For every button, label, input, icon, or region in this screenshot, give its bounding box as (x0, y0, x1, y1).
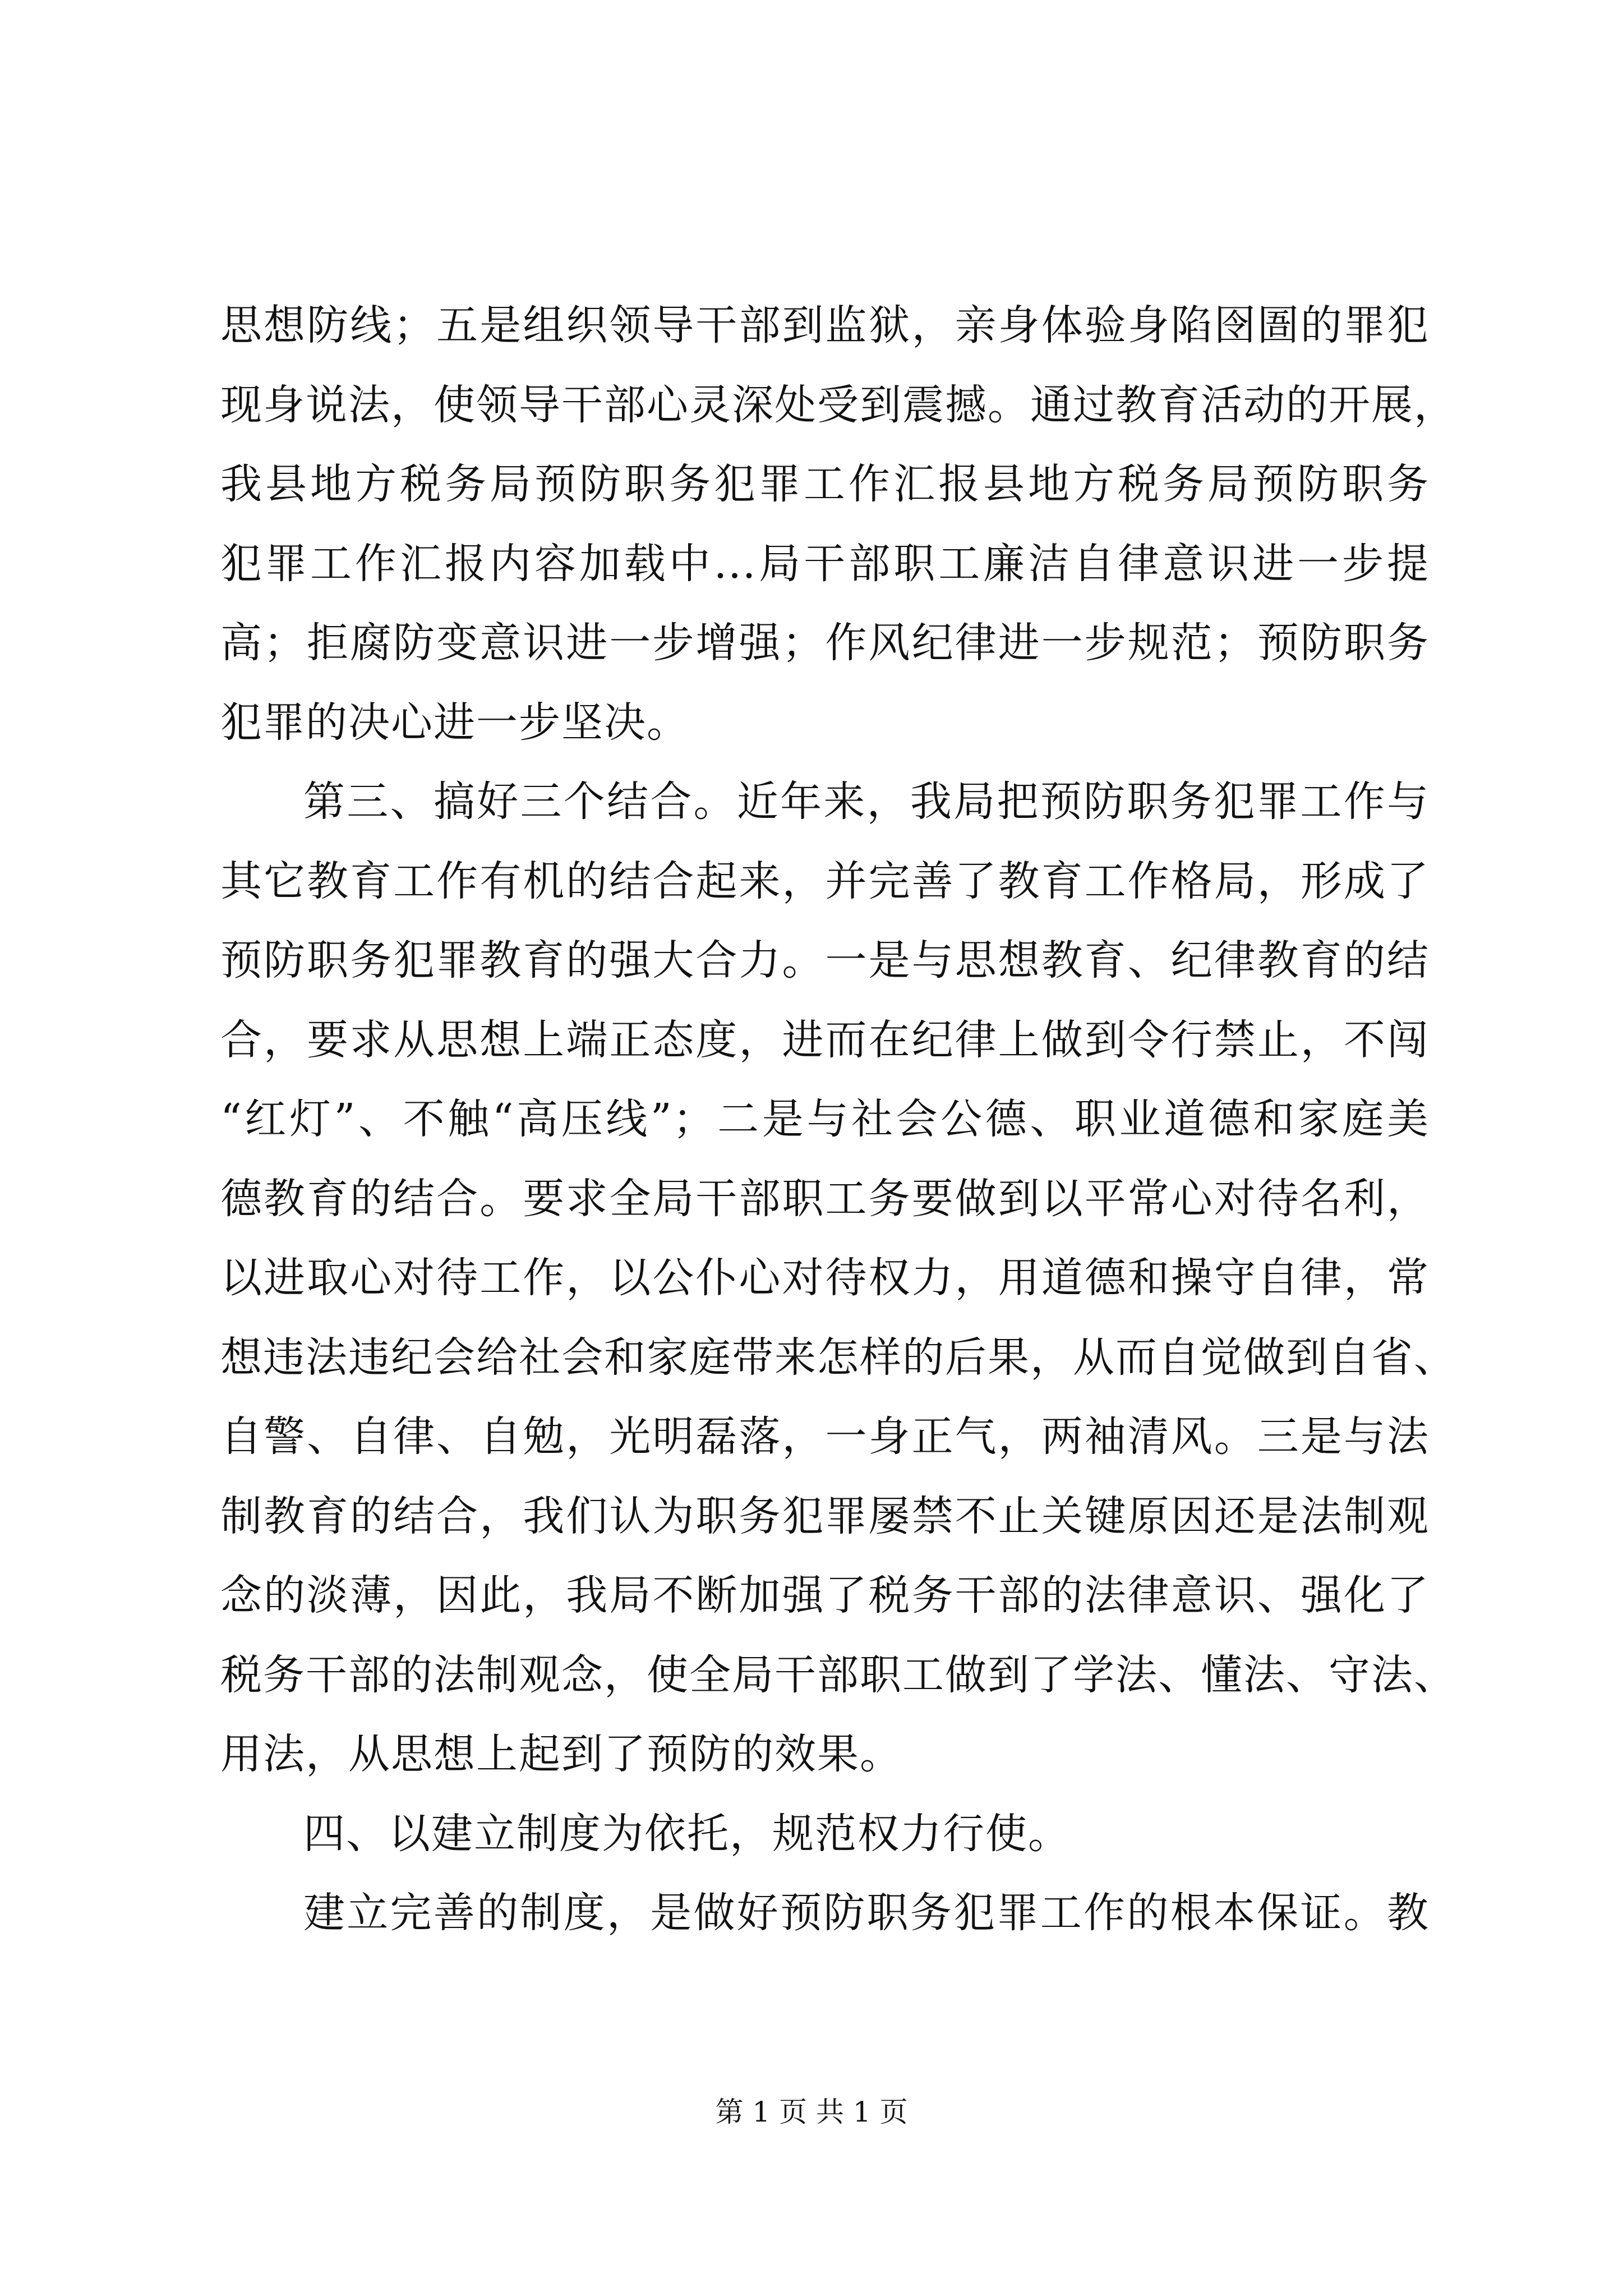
text-line: 其它教育工作有机的结合起来，并完善了教育工作格局，形成了 (220, 857, 1430, 905)
text-line: 税务干部的法制观念，使全局干部职工做到了学法、懂法、守法、 (220, 1650, 1456, 1699)
text-line: 思想防线；五是组织领导干部到监狱，亲身体验身陷囹圄的罪犯 (220, 301, 1430, 349)
text-line: 念的淡薄，因此，我局不断加强了税务干部的法律意识、强化了 (220, 1571, 1430, 1619)
text-line: 自警、自律、自勉，光明磊落，一身正气，两袖清风。三是与法 (220, 1412, 1430, 1461)
text-line: 德教育的结合。要求全局干部职工务要做到以平常心对待名利， (220, 1174, 1430, 1223)
text-line: 用法，从思想上起到了预防的效果。 (220, 1730, 902, 1778)
text-line: 合，要求从思想上端正态度，进而在纪律上做到令行禁止，不闯 (220, 1015, 1430, 1064)
text-line: 现身说法，使领导干部心灵深处受到震撼。通过教育活动的开展， (220, 380, 1456, 429)
page-number: 第 1 页 共 1 页 (715, 2096, 908, 2128)
paragraph-start-line: 第三、搞好三个结合。近年来，我局把预防职务犯罪工作与 (303, 777, 1430, 826)
text-line: 制教育的结合，我们认为职务犯罪屡禁不止关键原因还是法制观 (220, 1492, 1430, 1540)
text-line: 我县地方税务局预防职务犯罪工作汇报县地方税务局预防职务 (220, 460, 1430, 508)
document-body (220, 286, 1456, 1953)
text-line: 预防职务犯罪教育的强大合力。一是与思想教育、纪律教育的结 (220, 936, 1430, 984)
text-line: 犯罪工作汇报内容加载中...局干部职工廉洁自律意识进一步提 (220, 539, 1430, 588)
paragraph-start-line: 建立完善的制度，是做好预防职务犯罪工作的根本保证。教 (303, 1889, 1430, 1937)
page-footer (0, 2092, 1623, 2132)
section-heading: 四、以建立制度为依托，规范权力行使。 (303, 1809, 1071, 1858)
text-line: “红灯”、不触“高压线”；二是与社会公德、职业道德和家庭美 (220, 1095, 1430, 1143)
text-line: 以进取心对待工作，以公仆心对待权力，用道德和操守自律，常 (220, 1254, 1430, 1302)
text-line: 犯罪的决心进一步坚决。 (220, 698, 689, 747)
text-line: 想违法违纪会给社会和家庭带来怎样的后果，从而自觉做到自省、 (220, 1333, 1456, 1382)
text-line: 高；拒腐防变意识进一步增强；作风纪律进一步规范；预防职务 (220, 619, 1430, 667)
